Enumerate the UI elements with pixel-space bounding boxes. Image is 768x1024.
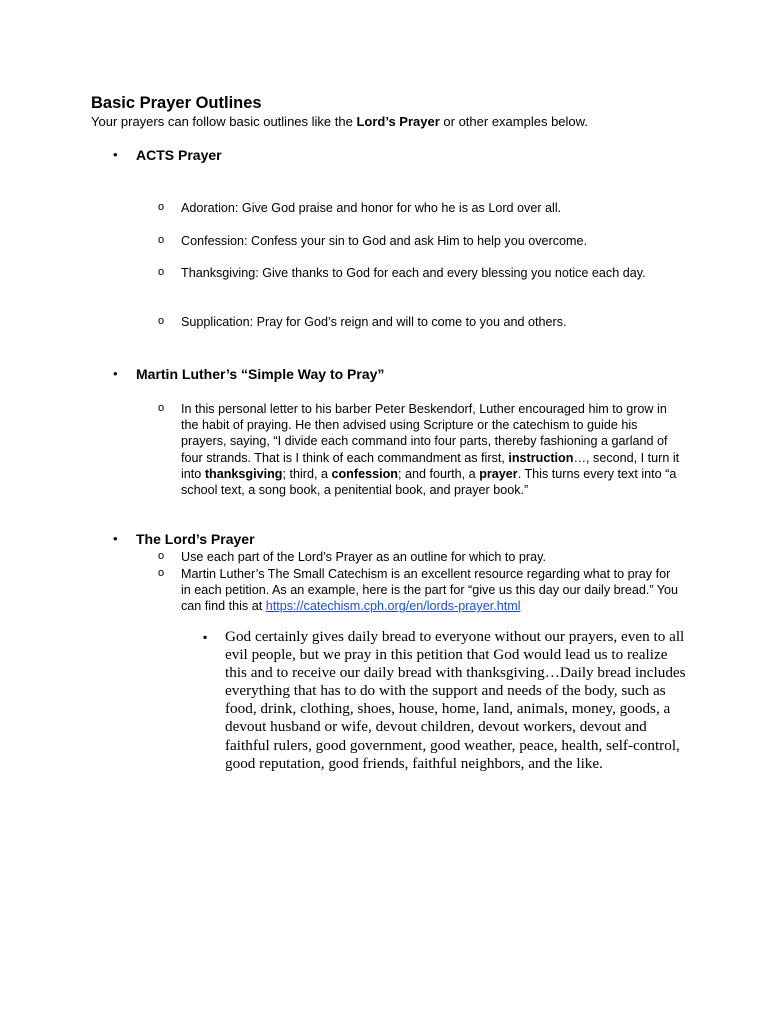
daily-bread-quote: God certainly gives daily bread to everyone without our prayers, even to all evil people, but we pray in this petition that God would lead us to realize this and to receive our daily bread with thanksgiving…Daily bread includes everything that has to do with the support and needs of the body, such as food, drink, clothing, shoes, house, home, land, animals, money, goods, a devout husband or wife, devout children, devout workers, devout and faithful rulers, good government, good weather, peace, health, self-control, good reputation, good friends, faithful neighbors, and the like. [225,628,686,772]
luther-bold-thanksgiving: thanksgiving [204,466,283,481]
acts-item-text: Thanksgiving: Give thanks to God for each and every blessing you notice each day. [181,266,646,280]
page-title: Basic Prayer Outlines [91,94,262,112]
bullet-circle-icon: o [158,315,165,327]
catechism-text: Martin Luther’s The Small Catechism is an excellent resource regarding what to pray for in each petition. As an example, here is the part for “give us this day our daily bread.” You can find this at [181,567,679,614]
bullet-circle-icon: o [158,550,165,562]
bullet-disc-icon: • [113,147,118,162]
luther-paragraph-item [158,401,681,498]
lords-item-outline [158,549,688,565]
daily-bread-quote-item [203,628,693,773]
luther-text: …, second, I turn it into [181,450,680,481]
catechism-link[interactable]: https://catechism.cph.org/en/lords-prayer.html [265,599,521,614]
intro-bold: Lord’s Prayer [356,114,440,129]
intro-after: or other examples below. [439,114,588,129]
bullet-disc-icon: • [113,531,118,546]
bullet-circle-icon: o [158,234,165,246]
luther-text: In this personal letter to his barber Peter Beskendorf, Luther encouraged him to grow in the habit of praying. He then advised using Scripture or the catechism to guide his prayers, saying, “I divide each command into four parts, thereby fashioning a garland of four strands. That is I think of each commandment as first, [181,402,668,465]
luther-bold-prayer: prayer [479,466,518,481]
luther-paragraph [181,401,681,498]
intro-text [91,114,588,130]
acts-item-thanksgiving [158,265,678,281]
lords-item-text: Use each part of the Lord’s Prayer as an outline for which to pray. [181,550,546,564]
luther-text: ; third, a [282,466,332,481]
bullet-square-icon: ▪ [203,630,208,644]
acts-item-text: Supplication: Pray for God’s reign and will to come to you and others. [181,315,567,329]
acts-item-confession [158,233,688,249]
acts-item-supplication [158,314,688,330]
luther-text: . This turns every text into “a school text, a song book, a penitential book, and prayer book.” [181,466,677,498]
bullet-circle-icon: o [158,402,165,414]
luther-bold-confession: confession [331,466,398,481]
bullet-circle-icon: o [158,266,165,278]
intro-before: Your prayers can follow basic outlines like the [91,114,357,129]
bullet-circle-icon: o [158,567,165,579]
bullet-disc-icon: • [113,366,118,381]
lords-item-text [181,566,680,615]
luther-bold-instruction: instruction [508,450,574,465]
luther-text: ; and fourth, a [397,466,480,481]
acts-item-text: Adoration: Give God praise and honor for who he is as Lord over all. [181,201,562,215]
luther-heading: Martin Luther’s “Simple Way to Pray” [136,366,385,382]
acts-heading: ACTS Prayer [136,147,222,163]
lords-item-catechism [158,566,680,615]
bullet-circle-icon: o [158,201,165,213]
acts-item-adoration [158,200,688,216]
lords-heading: The Lord’s Prayer [136,531,255,547]
acts-item-text: Confession: Confess your sin to God and ask Him to help you overcome. [181,234,588,248]
